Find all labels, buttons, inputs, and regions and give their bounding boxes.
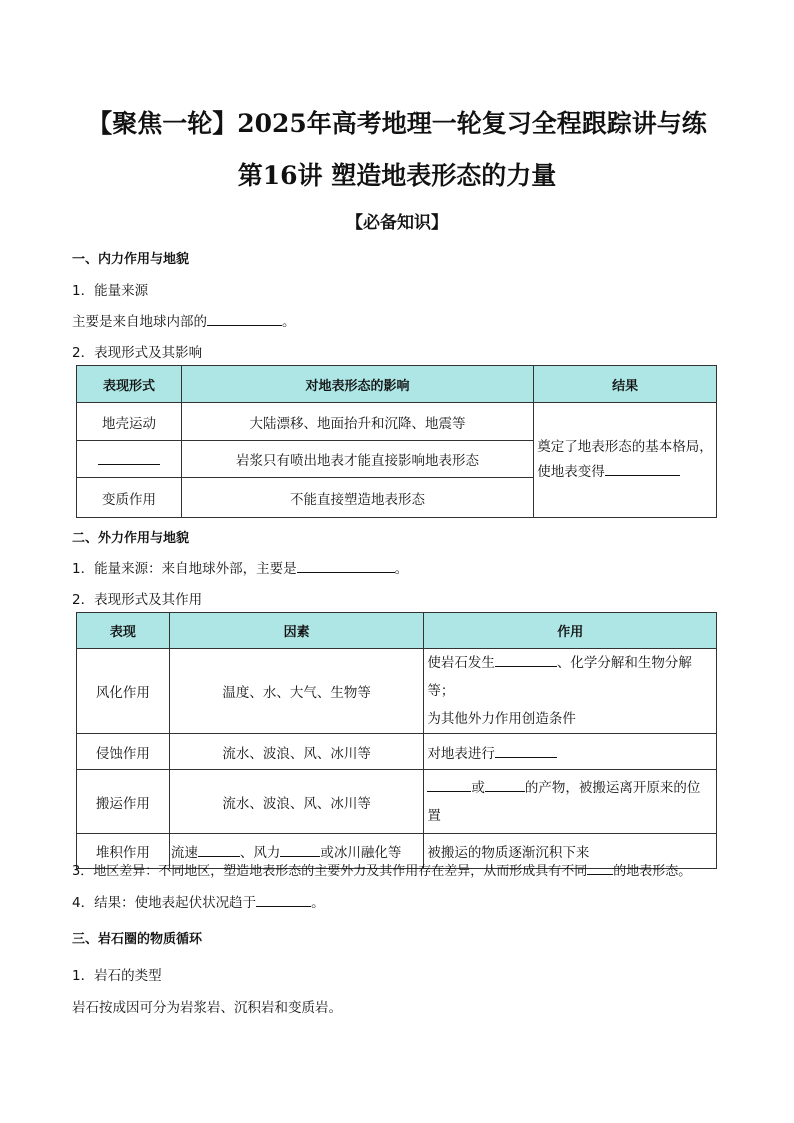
internal-forces-table xyxy=(76,365,717,518)
external-forces-table xyxy=(76,612,717,869)
section2-heading: 二、外力作用与地貌 xyxy=(72,531,190,546)
fill-blank[interactable] xyxy=(280,842,320,857)
table-cell: 温度、水、大气、生物等 xyxy=(169,649,424,734)
fill-blank[interactable] xyxy=(198,842,240,857)
section3-item1-heading: 1．岩石的类型 xyxy=(72,968,162,984)
lecture-title: 第16讲 塑造地表形态的力量 xyxy=(237,161,557,190)
section2-item2-heading: 2．表现形式及其作用 xyxy=(72,592,203,608)
table-cell: 不能直接塑造地表形态 xyxy=(181,478,533,518)
table-cell: 大陆漂移、地面抬升和沉降、地震等 xyxy=(181,403,533,441)
table-cell: 侵蚀作用 xyxy=(77,734,170,770)
table-cell: 或 的产物，被搬运离开原来的位 置 xyxy=(424,770,717,834)
table-cell: 对地表进行 xyxy=(424,734,717,770)
section1-item2-heading: 2．表现形式及其影响 xyxy=(72,345,203,361)
fill-blank[interactable] xyxy=(495,652,557,667)
table-cell: 流速 、风力 或冰川融化等 xyxy=(169,834,424,869)
table-cell: 风化作用 xyxy=(77,649,170,734)
section2-item4-text: 4．结果：使地表起伏状况趋于 。 xyxy=(72,891,325,911)
table-cell: 被搬运的物质逐渐沉积下来 xyxy=(424,834,717,869)
section1-heading: 一、内力作用与地貌 xyxy=(72,252,190,267)
table-cell: 堆积作用 xyxy=(77,834,170,869)
section3-item1-text: 岩石按成因可分为岩浆岩、沉积岩和变质岩。 xyxy=(72,1000,342,1016)
section2-item3-text: 3．地区差异：不同地区，塑造地表形态的主要外力及其作用存在差异，从而形成具有不同 的地表形态。 xyxy=(72,860,691,879)
table-header: 表现 xyxy=(77,613,170,649)
section1-item1-text: 主要是来自地球内部的 。 xyxy=(72,310,296,330)
table-cell: 流水、波浪、风、冰川等 xyxy=(169,770,424,834)
section-subtitle: 【必备知识】 xyxy=(346,213,448,233)
table-cell: 使岩石发生 、化学分解和生物分解等； 为其他外力作用创造条件 xyxy=(424,649,717,734)
fill-blank[interactable] xyxy=(587,860,613,875)
table-header: 表现形式 xyxy=(77,366,182,403)
table-header: 因素 xyxy=(169,613,424,649)
section2-item1-text: 1．能量来源：来自地球外部，主要是 。 xyxy=(72,557,408,577)
page-title: 【聚焦一轮】2025年高考地理一轮复习全程跟踪讲与练 xyxy=(87,109,707,138)
fill-blank[interactable] xyxy=(297,558,395,573)
table-cell: 流水、波浪、风、冰川等 xyxy=(169,734,424,770)
table-cell: 变质作用 xyxy=(77,478,182,518)
table-cell: 岩浆只有喷出地表才能直接影响地表形态 xyxy=(181,441,533,478)
table-header: 对地表形态的影响 xyxy=(181,366,533,403)
fill-blank[interactable] xyxy=(495,743,557,758)
table-cell: 搬运作用 xyxy=(77,770,170,834)
table-cell: 地壳运动 xyxy=(77,403,182,441)
fill-blank[interactable] xyxy=(427,777,471,792)
section3-heading: 三、岩石圈的物质循环 xyxy=(72,932,203,947)
fill-blank[interactable] xyxy=(605,461,680,476)
fill-blank[interactable] xyxy=(485,777,525,792)
fill-blank[interactable] xyxy=(98,450,160,465)
table-cell xyxy=(77,441,182,478)
result-cell: 奠定了地表形态的基本格局， 使地表变得 xyxy=(534,403,717,518)
section1-item1-heading: 1．能量来源 xyxy=(72,283,149,299)
fill-blank[interactable] xyxy=(256,892,311,907)
table-header: 作用 xyxy=(424,613,717,649)
table-header: 结果 xyxy=(534,366,717,403)
fill-blank[interactable] xyxy=(207,311,282,326)
